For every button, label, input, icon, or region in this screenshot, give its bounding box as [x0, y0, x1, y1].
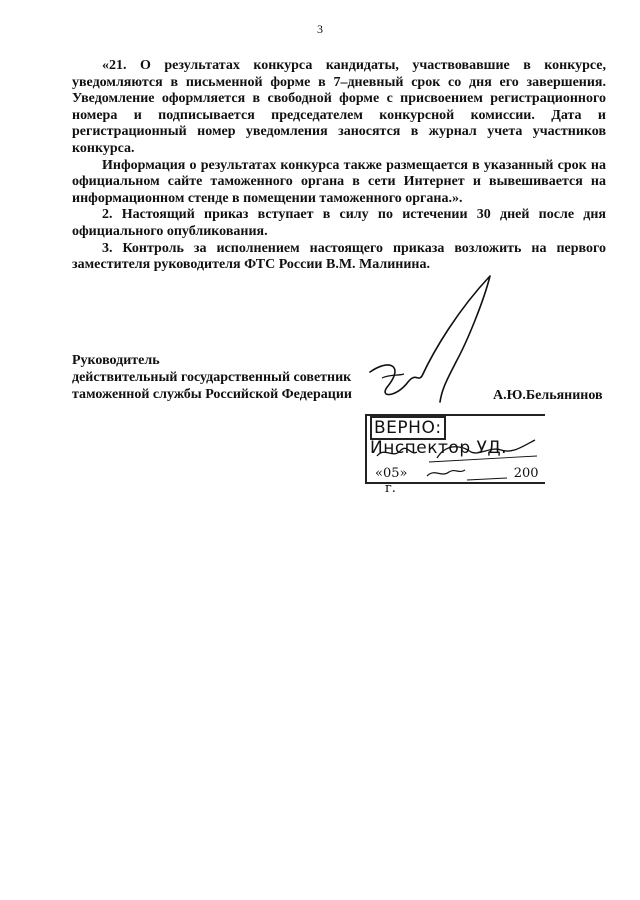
signatory-title-line: действительный государственный советник: [72, 370, 352, 385]
stamp-date-year-suffix: г.: [385, 481, 396, 496]
paragraph-competition-results: «21. О результатах конкурса кандидаты, участвовавшие в конкурсе, уведомляются в письменной форме в 7–дневный срок со дня его завершения. Уведомление оформляется в свободной форме с присвоением регистрационного номера и подписывается председателем конкурсной комиссии. Дата и регистрационный номер уведомления заносятся в журнал учета участников конкурса.: [72, 58, 606, 156]
signatory-title-line: Руководитель: [72, 353, 160, 368]
paragraph-results-publication: Информация о результатах конкурса также размещается в указанный срок на официальном сайте таможенного органа в сети Интернет и вывешивается на информационном стенде в помещении таможенного органа.».: [72, 157, 606, 206]
stamp-date-day: 05: [382, 466, 400, 481]
stamp-date: «05» 200г.: [375, 466, 539, 496]
certification-stamp: [365, 414, 545, 496]
handwritten-signature: [360, 270, 500, 420]
paragraph-control: 3. Контроль за исполнением настоящего приказа возложить на первого заместителя руководителя ФТС России В.М. Малинина.: [72, 240, 606, 273]
stamp-verno: ВЕРНО:: [370, 416, 446, 440]
signatory-name: А.Ю.Бельянинов: [493, 388, 603, 403]
signatory-title: [72, 352, 352, 403]
stamp-position: Инспектор УД.: [370, 438, 508, 458]
page-number: 3: [317, 22, 323, 36]
paragraph-entry-into-force: 2. Настоящий приказ вступает в силу по истечении 30 дней после дня официального опубликования.: [72, 207, 606, 239]
signatory-title-line: таможенной службы Российской Федерации: [72, 387, 352, 402]
document-body: [72, 58, 606, 274]
